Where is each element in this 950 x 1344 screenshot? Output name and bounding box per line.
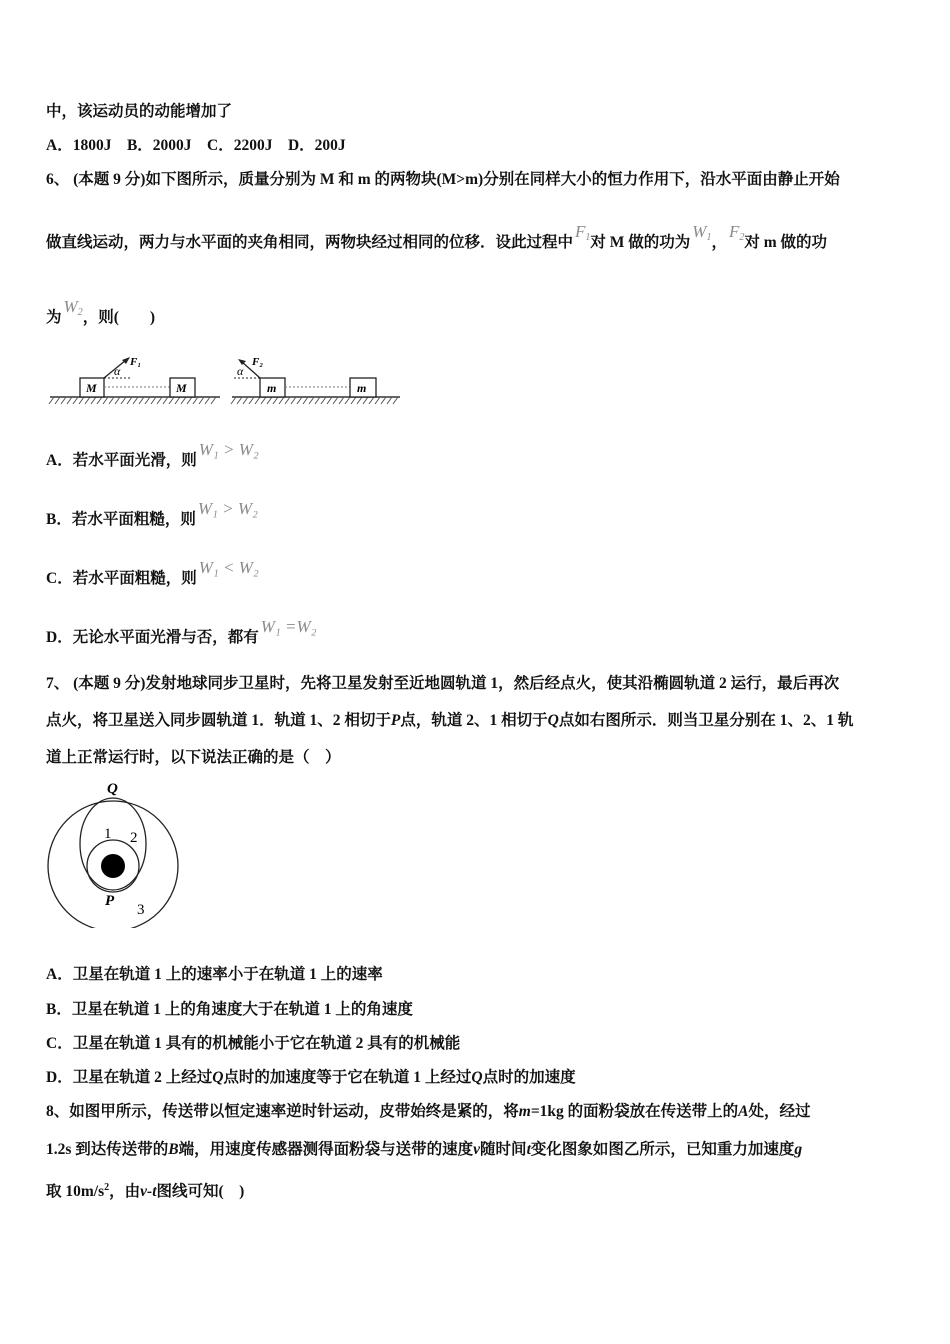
q8-line1: 8、如图甲所示，传送带以恒定速率逆时针运动，皮带始终是紧的，将m=1kg 的面粉袋放在传送带上的A处，经过	[46, 1103, 811, 1120]
label-m-end: m	[357, 381, 367, 395]
q7-option-a: A．卫星在轨道 1 上的速率小于在轨道 1 上的速率	[46, 966, 383, 983]
q7-option-b: B．卫星在轨道 1 上的角速度大于在轨道 1 上的角速度	[46, 1001, 413, 1018]
label-M-start: M	[86, 381, 97, 395]
label-orbit-1: 1	[104, 826, 112, 842]
q8-line3: 取 $10m/s^2$，由v-t图线可知( )	[46, 1182, 245, 1201]
q7-line3: 道上正常运行时，以下说法正确的是（ ）	[46, 749, 341, 766]
option-c-relation: W₁ < W₂	[198, 558, 259, 577]
label-M-end: M	[176, 381, 187, 395]
label-F1: F₁	[130, 356, 142, 368]
q6-option-b: B．若水平面粗糙，则W₁ > W₂	[46, 499, 258, 528]
q6-line2-a: 做直线运动，两力与水平面的夹角相同，两物块经过相同的位移．设此过程中	[46, 234, 574, 251]
label-F2: F₂	[252, 356, 264, 368]
angle-alpha-left: α	[114, 364, 121, 378]
prev-continuation: 中，该运动员的动能增加了	[46, 103, 233, 120]
option-d-relation: W₁ =W₂	[260, 617, 317, 636]
q8-line2: 1.2s 到达传送带的B端，用速度传感器测得面粉袋与送带的速度v随时间t变化图象如图乙所示，已知重力加速度g	[46, 1141, 803, 1158]
q6-line2-d: 对 m 做的功	[744, 234, 828, 251]
q6-line2-b: 对 M 做的功为	[590, 234, 691, 251]
label-m-start: m	[267, 381, 277, 395]
option-a-relation: W₁ > W₂	[198, 440, 259, 459]
q6-line2	[46, 222, 828, 258]
q7-orbit-figure	[44, 778, 184, 928]
q6-line2-c: ，	[711, 234, 727, 251]
q6-line3-b: ，则( )	[82, 309, 156, 326]
label-orbit-3: 3	[137, 902, 145, 918]
q7-option-d: D．卫星在轨道 2 上经过Q点时的加速度等于它在轨道 1 上经过Q点时的加速度	[46, 1069, 576, 1086]
q6-option-c: C．若水平面粗糙，则W₁ < W₂	[46, 558, 259, 587]
label-Q: Q	[107, 781, 118, 797]
label-orbit-2: 2	[130, 830, 138, 846]
symbol-F2: $F_2$	[728, 222, 745, 243]
q6-line1: 6、 (本题 9 分)如下图所示，质量分别为 M 和 m 的两物块(M>m)分别在同样大小的恒力作用下，沿水平面由静止开始	[46, 171, 840, 188]
symbol-F1: $F_1$	[575, 222, 591, 243]
symbol-W2: $W_2$	[63, 297, 83, 318]
q7-line2: 点火，将卫星送入同步圆轨道 1．轨道 1、2 相切于P点，轨道 2、1 相切于Q点如右图所示．则当卫星分别在 1、2、1 轨	[46, 712, 854, 729]
angle-alpha-right: α	[237, 364, 244, 378]
q6-line3-a: 为	[46, 309, 62, 326]
option-b-relation: W₁ > W₂	[197, 499, 258, 518]
q7-line1: 7、 (本题 9 分)发射地球同步卫星时，先将卫星发射至近地圆轨道 1，然后经点火，使其沿椭圆轨道 2 运行，最后再次	[46, 675, 840, 692]
symbol-W1: $W_1$	[692, 222, 712, 243]
prev-options: A．1800J B．2000J C．2200J D．200J	[46, 137, 346, 154]
q7-option-c: C．卫星在轨道 1 具有的机械能小于它在轨道 2 具有的机械能	[46, 1035, 461, 1052]
label-P: P	[105, 893, 115, 909]
q6-option-d: D．无论水平面光滑与否，都有W₁ =W₂	[46, 617, 317, 646]
q6-option-a: A．若水平面光滑，则W₁ > W₂	[46, 440, 259, 469]
earth	[101, 854, 125, 878]
q6-line3	[46, 297, 156, 333]
q6-blocks-figure	[46, 348, 406, 412]
